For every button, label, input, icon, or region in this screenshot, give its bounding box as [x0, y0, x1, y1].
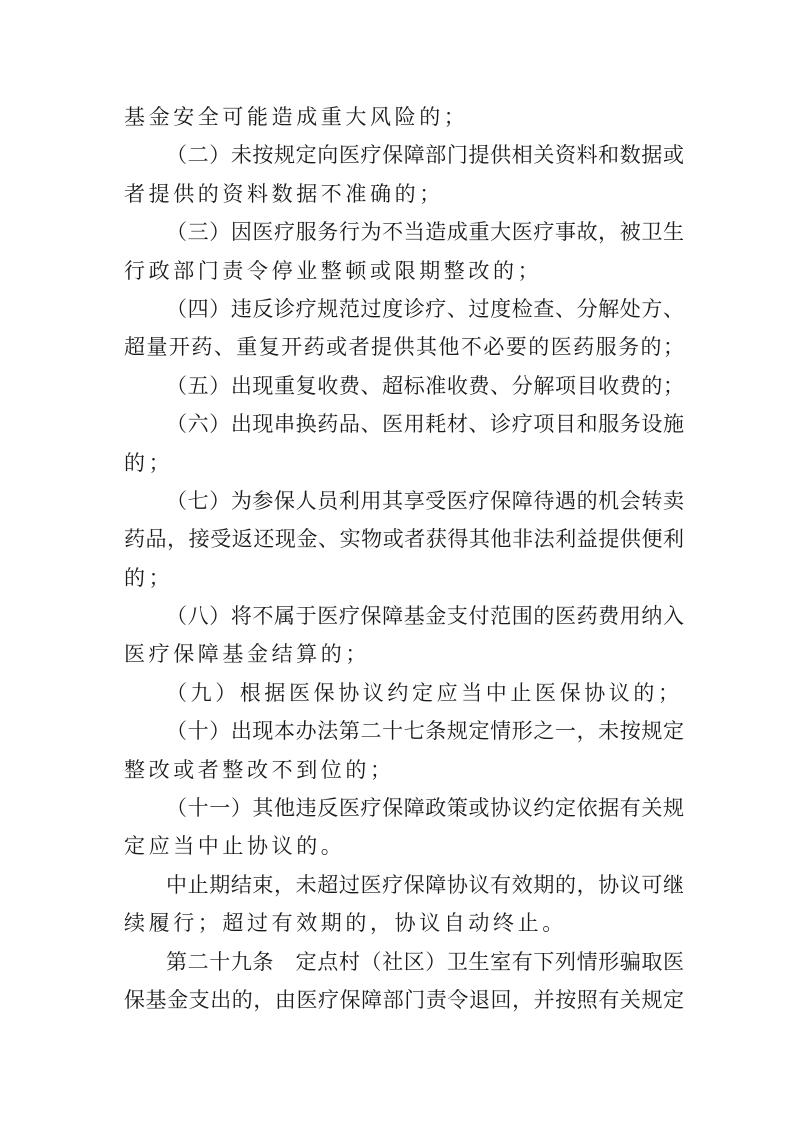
text-line: （八）将不属于医疗保障基金支付范围的医药费用纳入 — [166, 604, 684, 629]
text-line: 药品，接受返还现金、实物或者获得其他非法利益提供便利 — [124, 527, 684, 552]
text-line: （十一）其他违反医疗保障政策或协议约定依据有关规 — [166, 796, 684, 821]
text-line: （七）为参保人员利用其享受医疗保障待遇的机会转卖 — [166, 488, 684, 513]
text-line: （三）因医疗服务行为不当造成重大医疗事故，被卫生 — [166, 220, 684, 245]
text-line: 超量开药、重复开药或者提供其他不必要的医药服务的； — [124, 335, 684, 360]
text-line: 续履行；超过有效期的，协议自动终止。 — [124, 911, 567, 936]
text-line: 的； — [124, 565, 174, 590]
text-line: 整改或者整改不到位的； — [124, 757, 395, 782]
text-line: 基金安全可能造成重大风险的； — [124, 105, 469, 129]
text-line: 者提供的资料数据不准确的； — [124, 181, 444, 206]
text-line: 中止期结束，未超过医疗保障协议有效期的，协议可继 — [166, 872, 684, 897]
text-line: 保基金支出的，由医疗保障部门责令退回，并按照有关规定 — [124, 987, 684, 1012]
text-line: （十）出现本办法第二十七条规定情形之一，未按规定 — [166, 719, 684, 744]
text-line: （六）出现串换药品、医用耗材、诊疗项目和服务设施 — [166, 412, 684, 437]
text-line: 的； — [124, 450, 174, 475]
text-line: 定应当中止协议的。 — [124, 834, 346, 859]
text-line: 第二十九条 定点村（社区）卫生室有下列情形骗取医 — [166, 949, 684, 974]
text-line: （二）未按规定向医疗保障部门提供相关资料和数据或 — [166, 143, 684, 168]
text-line: （五）出现重复收费、超标准收费、分解项目收费的； — [166, 373, 684, 398]
text-line: 行政部门责令停业整顿或限期整改的； — [124, 258, 543, 283]
text-line: （九）根据医保协议约定应当中止医保协议的； — [166, 680, 683, 705]
text-line: （四）违反诊疗规范过度诊疗、过度检查、分解处方、 — [166, 296, 684, 321]
text-line: 医疗保障基金结算的； — [124, 642, 370, 667]
document-body — [124, 98, 684, 1019]
